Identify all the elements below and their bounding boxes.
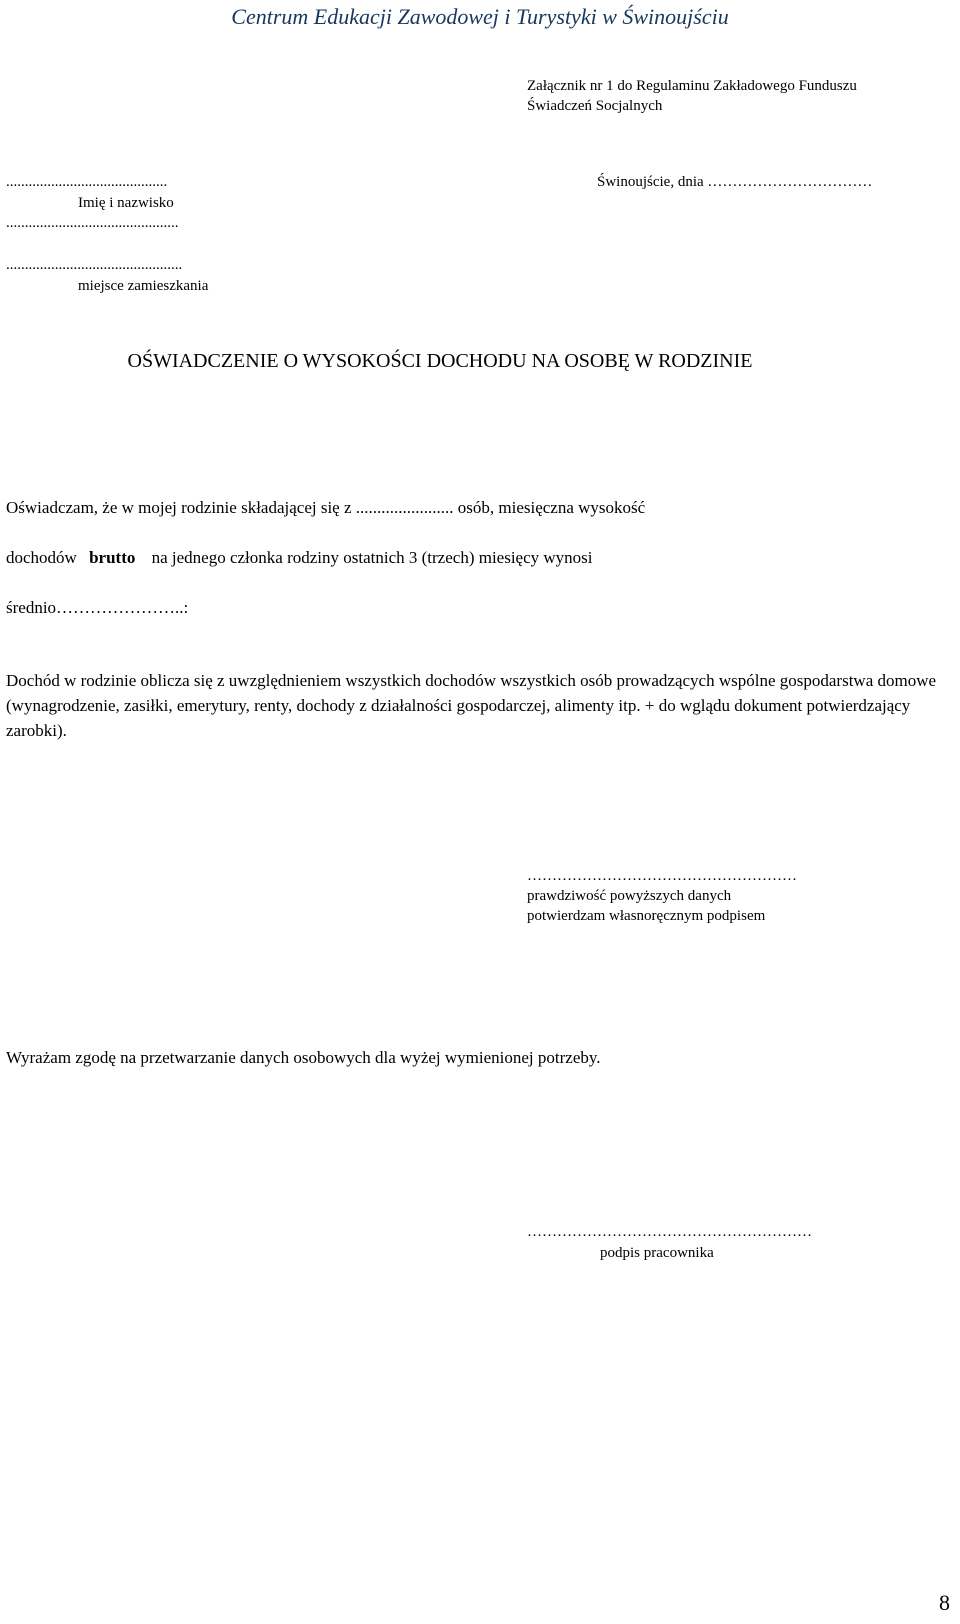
- signature-dots-1: ………………………………………………: [527, 868, 797, 884]
- declaration-line-3: średnio…………………..:: [6, 598, 189, 617]
- annex-line-1: Załącznik nr 1 do Regulaminu Zakładowego Funduszu: [527, 78, 857, 94]
- name-dots: ...........................................: [6, 174, 168, 190]
- brutto-emphasis: brutto: [89, 548, 136, 567]
- institution-header: Centrum Edukacji Zawodowej i Turystyki w Świnoujściu: [231, 4, 729, 29]
- document-title: OŚWIADCZENIE O WYSOKOŚCI DOCHODU NA OSOBĘ W RODZINIE: [127, 350, 753, 372]
- address-dots-2: ...............................................: [6, 257, 183, 273]
- signature-dots-2: …………………………………………………: [527, 1224, 812, 1240]
- declaration-prefix: dochodów: [6, 548, 77, 567]
- declaration-suffix: na jednego członka rodziny ostatnich 3 (trzech) miesięcy wynosi: [151, 548, 593, 567]
- employee-signature-label: podpis pracownika: [600, 1245, 714, 1261]
- signature-caption-1: prawdziwość powyższych danych: [527, 888, 732, 904]
- declaration-line-2: [6, 548, 593, 568]
- annex-line-2: Świadczeń Socjalnych: [527, 98, 663, 114]
- income-note: Dochód w rodzinie oblicza się z uwzględnieniem wszystkich dochodów wszystkich osób prowadzących wspólne gospodarstwa domowe (wynagrodzenie, zasiłki, emerytury, renty, dochody z działalności gospodarczej, alimenty itp. + do wglądu dokument potwierdzający zarobki).: [6, 671, 937, 740]
- declaration-line-1: Oświadczam, że w mojej rodzinie składającej się z ....................... osób, miesięczna wysokość: [6, 498, 646, 517]
- address-dots-1: ..............................................: [6, 215, 179, 231]
- signature-caption-2: potwierdzam własnoręcznym podpisem: [527, 908, 766, 924]
- address-label: miejsce zamieszkania: [78, 278, 209, 294]
- consent-statement: Wyrażam zgodę na przetwarzanie danych osobowych dla wyżej wymienionej potrzeby.: [6, 1048, 601, 1067]
- name-label: Imię i nazwisko: [78, 195, 174, 211]
- place-date: Świnoujście, dnia ……………………………: [597, 174, 873, 190]
- page-number: 8: [939, 1590, 950, 1615]
